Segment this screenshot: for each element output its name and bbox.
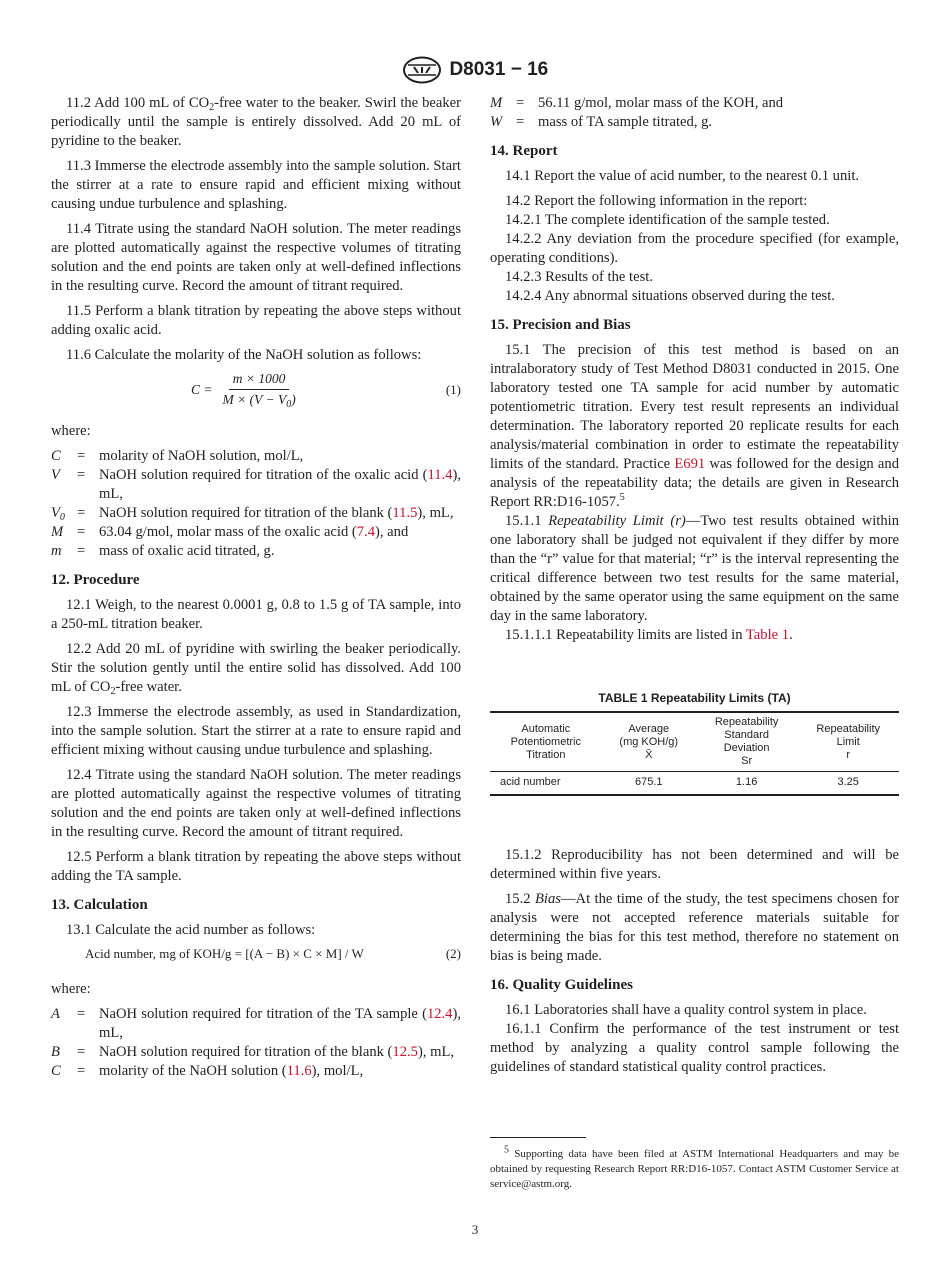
definition-text: NaOH solution required for titration of the oxalic acid (11.4), mL, bbox=[99, 467, 461, 502]
para-14-2-2: 14.2.2 Any deviation from the procedure specified (for example, operating conditions). bbox=[490, 231, 899, 266]
definition-symbol: $V_0$ bbox=[51, 505, 65, 523]
table-cell: 675.1 bbox=[634, 776, 663, 788]
definition-text: 56.11 g/mol, molar mass of the KOH, and bbox=[538, 95, 784, 111]
document-id: D8031 − 16 bbox=[449, 59, 549, 80]
table-row bbox=[490, 772, 899, 796]
table-header-cell: Repeatability Standard Deviation Sr bbox=[714, 716, 779, 767]
para-15-2: 15.2 Bias—At the time of the study, the test specimens chosen for analysis were not accepted reference materials suitable for determining the bias for this test method, therefore no statement on bias is being made. bbox=[490, 891, 899, 964]
definition-row bbox=[51, 523, 461, 542]
definition-equals: = bbox=[77, 1063, 86, 1079]
section-link[interactable]: 7.4 bbox=[356, 524, 376, 540]
definition-equals: = bbox=[77, 467, 86, 483]
table-header-row bbox=[490, 712, 899, 772]
para-12-1: 12.1 Weigh, to the nearest 0.0001 g, 0.8 to 1.5 g of TA sample, into a 250-mL titration beaker. bbox=[51, 597, 461, 632]
section-15-heading: 15. Precision and Bias bbox=[490, 317, 631, 333]
eq1-numerator: m × 1000 bbox=[229, 371, 290, 390]
eq1-number: (1) bbox=[445, 381, 461, 397]
footnote-divider bbox=[490, 1137, 586, 1138]
para-12-4: 12.4 Titrate using the standard NaOH solution. The meter readings are plotted automatically against the respective volumes of titrating solution and the end points are taken only at well-defined inflections in the resulting curve. Record the amount of titrant required. bbox=[51, 767, 461, 840]
right-column bbox=[490, 94, 899, 1083]
para-14-2-4: 14.2.4 Any abnormal situations observed during the test. bbox=[505, 288, 835, 304]
definition-symbol: M bbox=[51, 524, 64, 540]
link-table-1[interactable]: Table 1 bbox=[745, 627, 790, 643]
definition-equals: = bbox=[77, 1044, 86, 1060]
definition-text: mass of oxalic acid titrated, g. bbox=[99, 543, 275, 559]
definition-row bbox=[51, 447, 461, 466]
definition-equals: = bbox=[516, 114, 525, 130]
definition-symbol: C bbox=[51, 1063, 61, 1079]
para-14-1: 14.1 Report the value of acid number, to the nearest 0.1 unit. bbox=[505, 168, 860, 184]
section-link[interactable]: 12.4 bbox=[426, 1006, 453, 1022]
definitions-eq1 bbox=[51, 447, 461, 561]
footnote-5: $^5$ Supporting data have been filed at ASTM International Headquarters and may be obtained by requesting Research Report RR:D16-1057. Contact ASTM Customer Service at service@astm.org. bbox=[490, 1144, 899, 1190]
para-11-6: 11.6 Calculate the molarity of the NaOH solution as follows: bbox=[66, 347, 422, 363]
section-link[interactable]: 12.5 bbox=[392, 1044, 418, 1060]
definition-equals: = bbox=[77, 524, 86, 540]
repeatability-table bbox=[490, 711, 899, 796]
table-cell: acid number bbox=[500, 776, 561, 788]
astm-logo-icon bbox=[402, 56, 442, 84]
table-header-cell: Automatic Potentiometric Titration bbox=[510, 722, 581, 761]
para-16-1-1: 16.1.1 Confirm the performance of the test instrument or test method by analyzing a quality control sample following the guidelines of standard statistical quality control practices. bbox=[490, 1021, 899, 1075]
definition-equals: = bbox=[516, 95, 525, 111]
eq1-fraction bbox=[219, 371, 300, 408]
definition-row bbox=[51, 466, 461, 504]
section-13-heading: 13. Calculation bbox=[51, 897, 148, 913]
definition-text: molarity of NaOH solution, mol/L, bbox=[99, 448, 304, 464]
definitions-eq2 bbox=[51, 1005, 461, 1081]
definition-symbol: W bbox=[490, 114, 503, 130]
definition-row bbox=[51, 1005, 461, 1043]
para-11-3: 11.3 Immerse the electrode assembly into the sample solution. Start the stirrer at a rate to ensure rapid and efficient mixing without causing undue turbulence and splashing. bbox=[51, 158, 461, 212]
definition-equals: = bbox=[77, 1006, 86, 1022]
where-label-1: where: bbox=[51, 423, 91, 439]
para-11-4: 11.4 Titrate using the standard NaOH solution. The meter readings are plotted automatically against the respective volumes of titrating solution and the end points are taken only at well-defined inflections in the resulting curve. Record the amount of titrant required. bbox=[51, 221, 461, 294]
definition-symbol: A bbox=[51, 1006, 60, 1022]
link-e691[interactable]: E691 bbox=[674, 456, 706, 472]
table-header-cell: Repeatability Limit r bbox=[816, 722, 880, 761]
eq2-number: (2) bbox=[445, 946, 461, 961]
definition-text: mass of TA sample titrated, g. bbox=[538, 114, 713, 130]
definition-symbol: V bbox=[51, 467, 60, 483]
para-11-5: 11.5 Perform a blank titration by repeating the above steps without adding oxalic acid. bbox=[51, 303, 461, 338]
table-cell: 1.16 bbox=[735, 776, 758, 788]
para-15-1-1: 15.1.1 Repeatability Limit (r)—Two test results obtained within one laboratory shall be judged not equivalent if they differ by more than the “r” value for that material; “r” is the interval representing the critical difference between two test results for the same material, obtained by the same operator using the same equipment on the same day in the same laboratory. bbox=[490, 513, 899, 624]
definition-text: molarity of the NaOH solution (11.6), mol/L, bbox=[99, 1063, 364, 1079]
definition-symbol: B bbox=[51, 1044, 60, 1060]
table-header-cell: Average (mg KOH/g) X̄ bbox=[619, 722, 679, 761]
eq2-expression: Acid number, mg of KOH/g = [(A − B) × C × M] / W bbox=[85, 946, 364, 961]
para-13-1: 13.1 Calculate the acid number as follows: bbox=[66, 922, 316, 938]
table-body bbox=[490, 772, 899, 796]
para-12-2: 12.2 Add 20 mL of pyridine with swirling the beaker periodically. Stir the solution gently until the entire solid has dissolved. Add 100 mL of $CO_2$-free water. bbox=[51, 641, 461, 697]
section-link[interactable]: 11.6 bbox=[286, 1063, 312, 1079]
definition-row bbox=[51, 542, 461, 561]
definition-row bbox=[51, 1043, 461, 1062]
para-14-2-1: 14.2.1 The complete identification of the sample tested. bbox=[505, 212, 830, 228]
definitions-eq2-cont bbox=[490, 94, 899, 132]
left-column bbox=[51, 94, 461, 1087]
definition-text: NaOH solution required for titration of the blank (12.5), mL, bbox=[99, 1044, 455, 1060]
definition-text: NaOH solution required for titration of the TA sample (12.4), mL, bbox=[99, 1006, 461, 1041]
para-16-1: 16.1 Laboratories shall have a quality control system in place. bbox=[505, 1002, 867, 1018]
definition-row bbox=[490, 113, 899, 132]
equation-1 bbox=[51, 371, 461, 408]
para-15-1-2: 15.1.2 Reproducibility has not been determined and will be determined within five years. bbox=[490, 847, 899, 882]
definition-row bbox=[51, 1062, 461, 1081]
definition-row bbox=[51, 504, 461, 523]
definition-equals: = bbox=[77, 543, 86, 559]
definition-symbol: C bbox=[51, 448, 61, 464]
equation-2 bbox=[51, 946, 461, 962]
section-16-heading: 16. Quality Guidelines bbox=[490, 977, 633, 993]
definition-equals: = bbox=[77, 448, 86, 464]
definition-symbol: M bbox=[490, 95, 503, 111]
section-link[interactable]: 11.5 bbox=[392, 505, 418, 521]
page-header bbox=[0, 56, 950, 84]
section-14-heading: 14. Report bbox=[490, 143, 558, 159]
definition-symbol: m bbox=[51, 543, 62, 559]
section-link[interactable]: 11.4 bbox=[427, 467, 453, 483]
definition-text: 63.04 g/mol, molar mass of the oxalic acid (7.4), and bbox=[99, 524, 409, 540]
para-15-1-1-1: 15.1.1.1 Repeatability limits are listed in Table 1. bbox=[505, 627, 793, 643]
para-15-1: 15.1 The precision of this test method is based on an intralaboratory study of Test Method D8031 conducted in 2015. One laboratory tested one TA sample for acid number by automatic potentiometric titration. Every test result represents an individual determination. The laboratory reported 20 replicate results for each analysis/material combination in order to estimate the repeatability limits of the standard. Practice E691 was followed for the design and analysis of the repeatability data; the details are given in Research Report RR:D16-1057.$^5$ bbox=[490, 342, 900, 510]
page-number: 3 bbox=[471, 1222, 479, 1237]
table-caption: TABLE 1 Repeatability Limits (TA) bbox=[598, 691, 791, 705]
para-14-2: 14.2 Report the following information in the report: bbox=[505, 193, 808, 209]
section-12-heading: 12. Procedure bbox=[51, 572, 140, 588]
para-12-3: 12.3 Immerse the electrode assembly, as used in Standardization, into the sample solution. Start the stirrer at a rate to ensure rapid and efficient mixing without causing undue turbulence and splashing. bbox=[51, 704, 461, 758]
definition-text: NaOH solution required for titration of the blank (11.5), mL, bbox=[99, 505, 454, 521]
table-cell: 3.25 bbox=[837, 776, 859, 788]
para-11-2: 11.2 Add 100 mL of $CO_2$-free water to the beaker. Swirl the beaker periodically until the sample is entirely dissolved. Add 20 mL of pyridine to the beaker. bbox=[51, 95, 461, 149]
definition-row bbox=[490, 94, 899, 113]
where-label-2: where: bbox=[51, 981, 91, 997]
definition-equals: = bbox=[77, 505, 86, 521]
para-14-2-3: 14.2.3 Results of the test. bbox=[505, 269, 653, 285]
para-12-5: 12.5 Perform a blank titration by repeating the above steps without adding the TA sample. bbox=[51, 849, 461, 884]
eq1-denominator: $M \times (V - V_0)$ bbox=[222, 392, 296, 410]
eq1-lhs: C = bbox=[191, 381, 213, 397]
